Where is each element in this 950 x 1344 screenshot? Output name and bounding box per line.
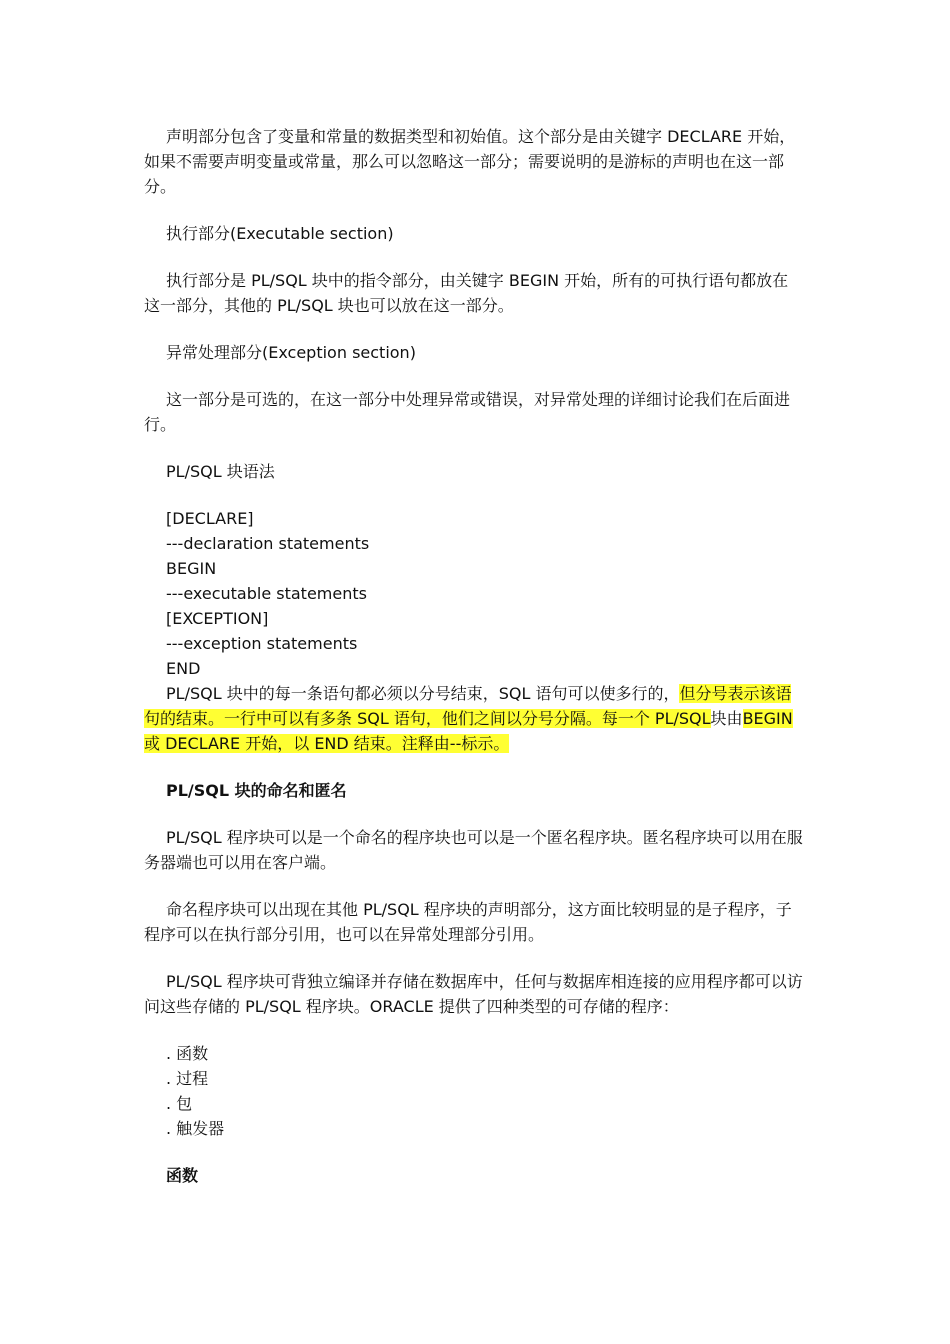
paragraph-exception: 这一部分是可选的，在这一部分中处理异常或错误，对异常处理的详细讨论我们在后面进行。	[144, 390, 791, 434]
code-block	[144, 506, 804, 681]
heading-function: 函数	[166, 1166, 199, 1185]
code-line: ---exception statements	[166, 634, 358, 653]
paragraph-executable: 执行部分是 PL/SQL 块中的指令部分，由关键字 BEGIN 开始，所有的可执行语句都放在这一部分，其他的 PL/SQL 块也可以放在这一部分。	[144, 271, 789, 315]
code-line: END	[166, 659, 201, 678]
document-body	[144, 124, 804, 1210]
highlighted-text: BEGIN 或 DECLARE 开始，以 END 结束。注释由--标示。	[144, 709, 793, 753]
heading-exception-section: 异常处理部分(Exception section)	[166, 343, 416, 362]
paragraph-stored-programs: PL/SQL 程序块可背独立编译并存储在数据库中，任何与数据库相连接的应用程序都可以访问这些存储的 PL/SQL 程序块。ORACLE 提供了四种类型的可存储的程序：	[144, 972, 803, 1016]
heading-block-syntax: PL/SQL 块语法	[166, 462, 275, 481]
heading-executable-section: 执行部分(Executable section)	[166, 224, 394, 243]
program-type-list	[144, 1041, 804, 1141]
paragraph-named-blocks: 命名程序块可以出现在其他 PL/SQL 程序块的声明部分，这方面比较明显的是子程序，子程序可以在执行部分引用，也可以在异常处理部分引用。	[144, 900, 792, 944]
list-item: . 函数	[166, 1044, 209, 1063]
list-item: . 过程	[166, 1069, 209, 1088]
text-plain: PL/SQL 块中的每一条语句都必须以分号结束，SQL 语句可以使多行的，	[166, 684, 680, 703]
list-item: . 触发器	[166, 1119, 225, 1138]
code-line: [DECLARE]	[166, 509, 254, 528]
code-line: BEGIN	[166, 559, 217, 578]
code-line: [EXCEPTION]	[166, 609, 269, 628]
heading-naming: PL/SQL 块的命名和匿名	[166, 781, 347, 800]
code-line: ---executable statements	[166, 584, 367, 603]
highlighted-text: 但分号表示该语句的结束。一行中可以有多条 SQL 语句，他们之间以分号分隔。每一个 PL/SQL	[144, 684, 792, 728]
paragraph-named-anonymous: PL/SQL 程序块可以是一个命名的程序块也可以是一个匿名程序块。匿名程序块可以用在服务器端也可以用在客户端。	[144, 828, 803, 872]
code-line: ---declaration statements	[166, 534, 370, 553]
paragraph-statement-rules	[144, 681, 804, 756]
paragraph-declare: 声明部分包含了变量和常量的数据类型和初始值。这个部分是由关键字 DECLARE 开始，如果不需要声明变量或常量，那么可以忽略这一部分；需要说明的是游标的声明也在这一部分。	[144, 127, 796, 196]
list-item: . 包	[166, 1094, 193, 1113]
text-plain: 块由	[710, 709, 743, 728]
